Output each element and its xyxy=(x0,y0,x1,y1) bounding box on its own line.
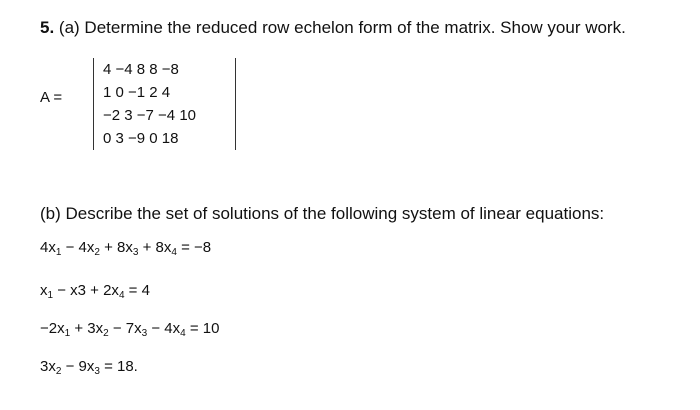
equation-1 xyxy=(40,239,211,256)
equation-text: = −8 xyxy=(176,239,212,256)
equation-text: = 10 xyxy=(185,320,220,337)
equation-text: − 4x xyxy=(147,320,181,337)
variable-subscript: 2 xyxy=(103,328,109,339)
matrix-row-2: 1 0 −1 2 4 xyxy=(103,84,171,101)
variable-subscript: 2 xyxy=(94,247,100,258)
matrix-row-1: 4 −4 8 8 −8 xyxy=(103,61,179,78)
variable-subscript: 2 xyxy=(55,366,62,377)
equation-2 xyxy=(40,282,150,299)
matrix-row-4: 0 3 −9 0 18 xyxy=(103,130,179,147)
part-a-text: (a) Determine the reduced row echelon form of the matrix. Show your work. xyxy=(54,18,626,37)
variable-subscript: 3 xyxy=(132,247,139,258)
matrix-row-3: −2 3 −7 −4 10 xyxy=(103,107,197,124)
variable-subscript: 4 xyxy=(118,290,125,301)
equation-text: = 18. xyxy=(99,358,138,375)
variable-subscript: 1 xyxy=(55,247,62,258)
variable-subscript: 1 xyxy=(47,290,54,301)
equation-text: + 8x xyxy=(138,239,172,256)
question-5-heading xyxy=(40,18,626,38)
variable-subscript: 4 xyxy=(171,247,177,258)
part-b-prompt: (b) Describe the set of solutions of the following system of linear equations: xyxy=(40,204,605,223)
equation-text: − 7x xyxy=(108,320,142,337)
equation-text: − x3 + 2x xyxy=(53,282,119,299)
equation-text: 3x xyxy=(40,358,56,375)
variable-subscript: 3 xyxy=(94,366,100,377)
equation-text: + 3x xyxy=(70,320,104,337)
equation-text: − 4x xyxy=(61,239,95,256)
matrix-a xyxy=(93,58,236,150)
equation-text: x xyxy=(40,282,48,299)
equation-4 xyxy=(40,358,138,375)
equation-text: = 4 xyxy=(124,282,150,299)
equation-text: 4x xyxy=(40,239,56,256)
equation-text: −2x xyxy=(40,320,65,337)
equation-text: + 8x xyxy=(99,239,133,256)
variable-subscript: 4 xyxy=(180,328,186,339)
matrix-label: A = xyxy=(40,89,63,106)
variable-subscript: 3 xyxy=(141,328,148,339)
question-number: 5. xyxy=(40,18,55,37)
variable-subscript: 1 xyxy=(64,328,71,339)
equation-3 xyxy=(40,320,219,337)
equation-text: − 9x xyxy=(61,358,95,375)
